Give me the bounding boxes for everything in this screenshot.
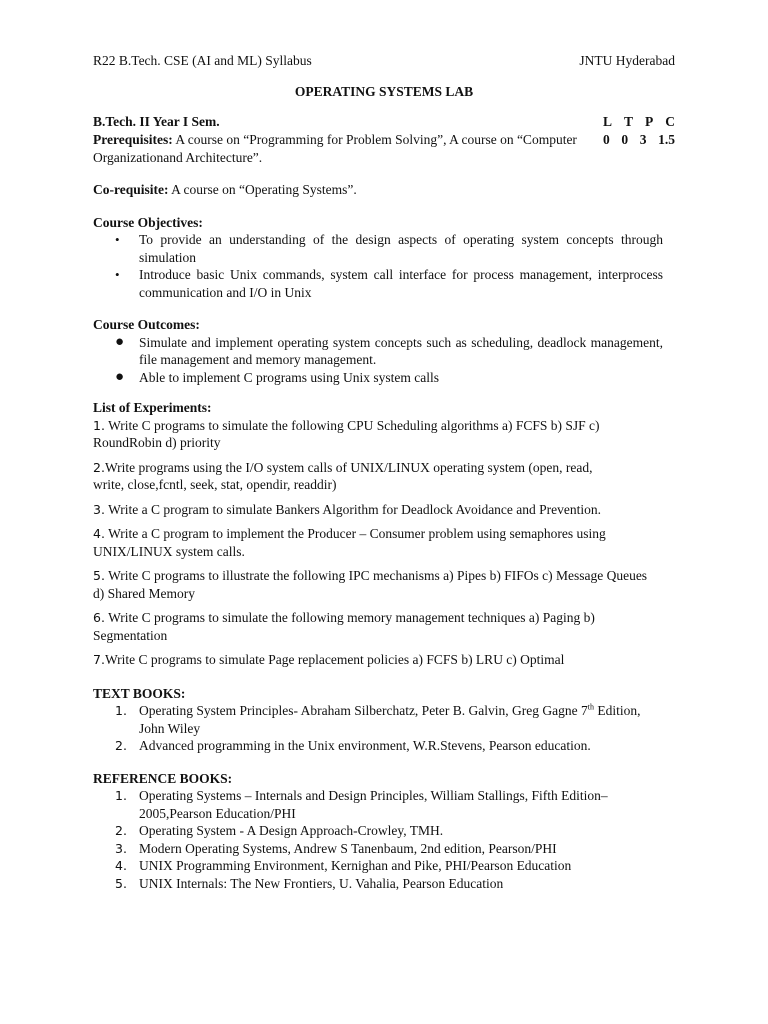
ltpc-label: P xyxy=(645,114,654,129)
outcomes-list xyxy=(93,334,675,387)
ltpc-value: 3 xyxy=(639,131,647,147)
list-item: 1. Operating System Principles- Abraham Silberchatz, Peter B. Galvin, Greg Gagne 7th Edition, John Wiley xyxy=(115,702,641,736)
corequisite-text: A course on “Operating Systems”. xyxy=(168,182,357,197)
corequisite-label: Co-requisite: xyxy=(93,182,169,197)
prerequisites-text: A course on “Programming for Problem Solving”, A course on “Computer xyxy=(172,132,577,147)
textbooks-heading: TEXT BOOKS: xyxy=(93,685,186,701)
references-heading: REFERENCE BOOKS: xyxy=(93,770,233,786)
outcomes-heading: Course Outcomes: xyxy=(93,317,200,332)
experiment-item: 5. Write C programs to illustrate the following IPC mechanisms a) Pipes b) FIFOs c) Message Queues d) Shared Memory xyxy=(93,568,648,601)
list-item: 2. Operating System - A Design Approach-Crowley, TMH. xyxy=(115,823,444,838)
ltpc-labels xyxy=(603,113,675,131)
experiment-item: 7.Write C programs to simulate Page replacement policies a) FCFS b) LRU c) Optimal xyxy=(93,652,565,667)
objectives-list xyxy=(93,231,675,301)
list-item: 4. UNIX Programming Environment, Kernighan and Pike, PHI/Pearson Education xyxy=(115,858,572,873)
ltpc-value: 1.5 xyxy=(658,131,675,147)
list-item: • Introduce basic Unix commands, system call interface for process management, interprocess communication and I/O in Unix xyxy=(115,267,663,300)
experiments-list xyxy=(93,417,675,669)
list-item: ● Simulate and implement operating system concepts such as scheduling, deadlock management, file management and memory management. xyxy=(115,333,663,367)
prerequisites-text-2: Organizationand Architecture”. xyxy=(93,149,263,165)
ltpc-values xyxy=(603,131,675,149)
ltpc-label: T xyxy=(624,114,634,129)
textbooks-list xyxy=(93,702,675,755)
header-left: R22 B.Tech. CSE (AI and ML) Syllabus xyxy=(93,53,312,68)
ltpc-table xyxy=(603,113,675,148)
ltpc-label: L xyxy=(603,114,613,129)
experiment-item: 2.Write programs using the I/O system calls of UNIX/LINUX operating system (open, read, write, close,fcntl, seek, stat, opendir, readdir) xyxy=(93,459,593,492)
syllabus-page xyxy=(93,52,675,892)
list-item: 5. UNIX Internals: The New Frontiers, U. Vahalia, Pearson Education xyxy=(115,875,504,891)
experiments-heading: List of Experiments: xyxy=(93,400,212,415)
corequisite xyxy=(93,181,675,199)
page-header xyxy=(93,52,675,70)
list-item: 3. Modern Operating Systems, Andrew S Tanenbaum, 2nd edition, Pearson/PHI xyxy=(115,840,557,856)
header-right: JNTU Hyderabad xyxy=(579,53,675,68)
experiment-item: 4. Write a C program to implement the Producer – Consumer problem using semaphores using UNIX/LINUX system calls. xyxy=(93,526,606,559)
list-item: 1. Operating Systems – Internals and Design Principles, William Stallings, Fifth Edition– 2005,Pearson Education/PHI xyxy=(115,788,608,821)
ltpc-label: C xyxy=(665,114,675,129)
list-item: • To provide an understanding of the design aspects of operating system concepts through simulation xyxy=(115,232,663,265)
bullet-icon: • xyxy=(115,267,120,282)
references-list xyxy=(93,787,675,892)
prerequisites-label: Prerequisites: xyxy=(93,132,173,147)
ltpc-value: 0 xyxy=(603,131,610,147)
page-title: OPERATING SYSTEMS LAB xyxy=(294,83,474,99)
ltpc-value: 0 xyxy=(621,131,629,147)
list-item: ● Able to implement C programs using Unix system calls xyxy=(115,368,439,385)
semester-label: B.Tech. II Year I Sem. xyxy=(93,114,220,129)
experiment-item: 1. Write C programs to simulate the following CPU Scheduling algorithms a) FCFS b) SJF c) RoundRobin d) priority xyxy=(93,417,600,450)
list-item: 2. Advanced programming in the Unix environment, W.R.Stevens, Pearson education. xyxy=(115,738,591,753)
objectives-heading: Course Objectives: xyxy=(93,214,203,230)
bullet-icon: • xyxy=(115,232,120,247)
filled-circle-icon: ● xyxy=(115,368,125,385)
experiment-item: 6. Write C programs to simulate the following memory management techniques a) Paging b) Segmentation xyxy=(93,610,595,643)
filled-circle-icon: ● xyxy=(115,333,125,350)
prerequisites xyxy=(93,131,675,166)
experiment-item: 3. Write a C program to simulate Bankers Algorithm for Deadlock Avoidance and Prevention. xyxy=(93,501,602,517)
